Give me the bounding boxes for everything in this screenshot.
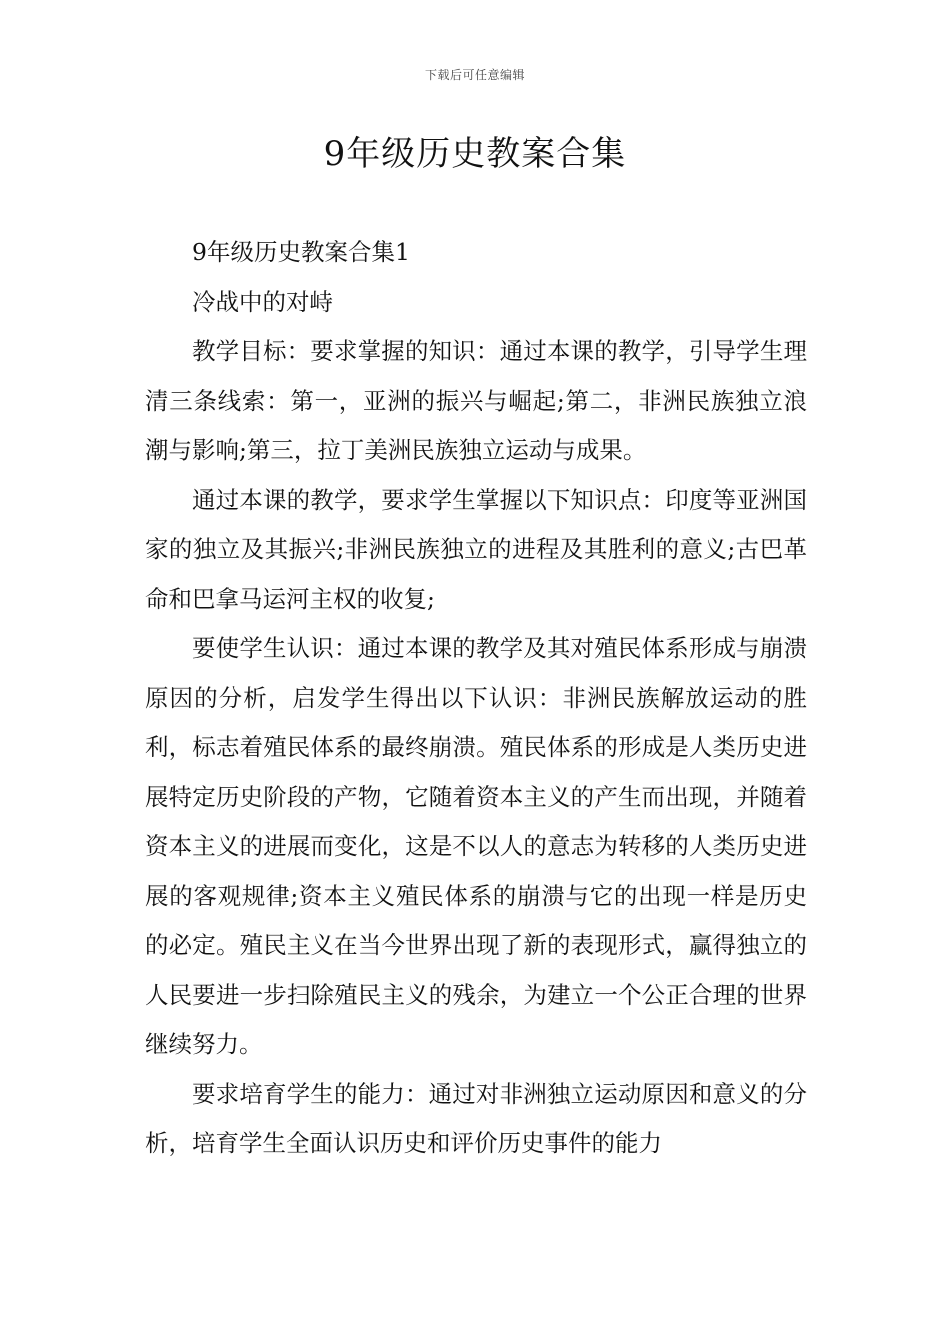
paragraph-objectives: 教学目标：要求掌握的知识：通过本课的教学，引导学生理清三条线索：第一，亚洲的振兴与崛起;第二，非洲民族独立浪潮与影响;第三，拉丁美洲民族独立运动与成果。 — [145, 337, 807, 464]
paragraph-abilities: 要求培育学生的能力：通过对非洲独立运动原因和意义的分析，培育学生全面认识历史和评价历史事件的能力 — [145, 1079, 807, 1157]
paragraph-understanding: 要使学生认识：通过本课的教学及其对殖民体系形成与崩溃原因的分析，启发学生得出以下认识：非洲民族解放运动的胜利，标志着殖民体系的最终崩溃。殖民体系的形成是人类历史进展特定历史阶段的产物，它随着资本主义的产生而出现，并随着资本主义的进展而变化，这是不以人的意志为转移的人类历史进展的客观规律;资本主义殖民体系的崩溃与它的出现一样是历史的必定。殖民主义在当今世界出现了新的表现形式，赢得独立的人民要进一步扫除殖民主义的残余，为建立一个公正合理的世界继续努力。 — [145, 634, 807, 1058]
document-body — [145, 228, 807, 1169]
paragraph-knowledge-points: 通过本课的教学，要求学生掌握以下知识点：印度等亚洲国家的独立及其振兴;非洲民族独立的进程及其胜利的意义;古巴革命和巴拿马运河主权的收复; — [145, 485, 807, 613]
section-title: 9年级历史教案合集1 — [192, 238, 410, 266]
document-title: 9年级历史教案合集 — [323, 134, 627, 174]
header-note: 下载后可任意编辑 — [424, 68, 525, 82]
lesson-title: 冷战中的对峙 — [192, 287, 333, 316]
